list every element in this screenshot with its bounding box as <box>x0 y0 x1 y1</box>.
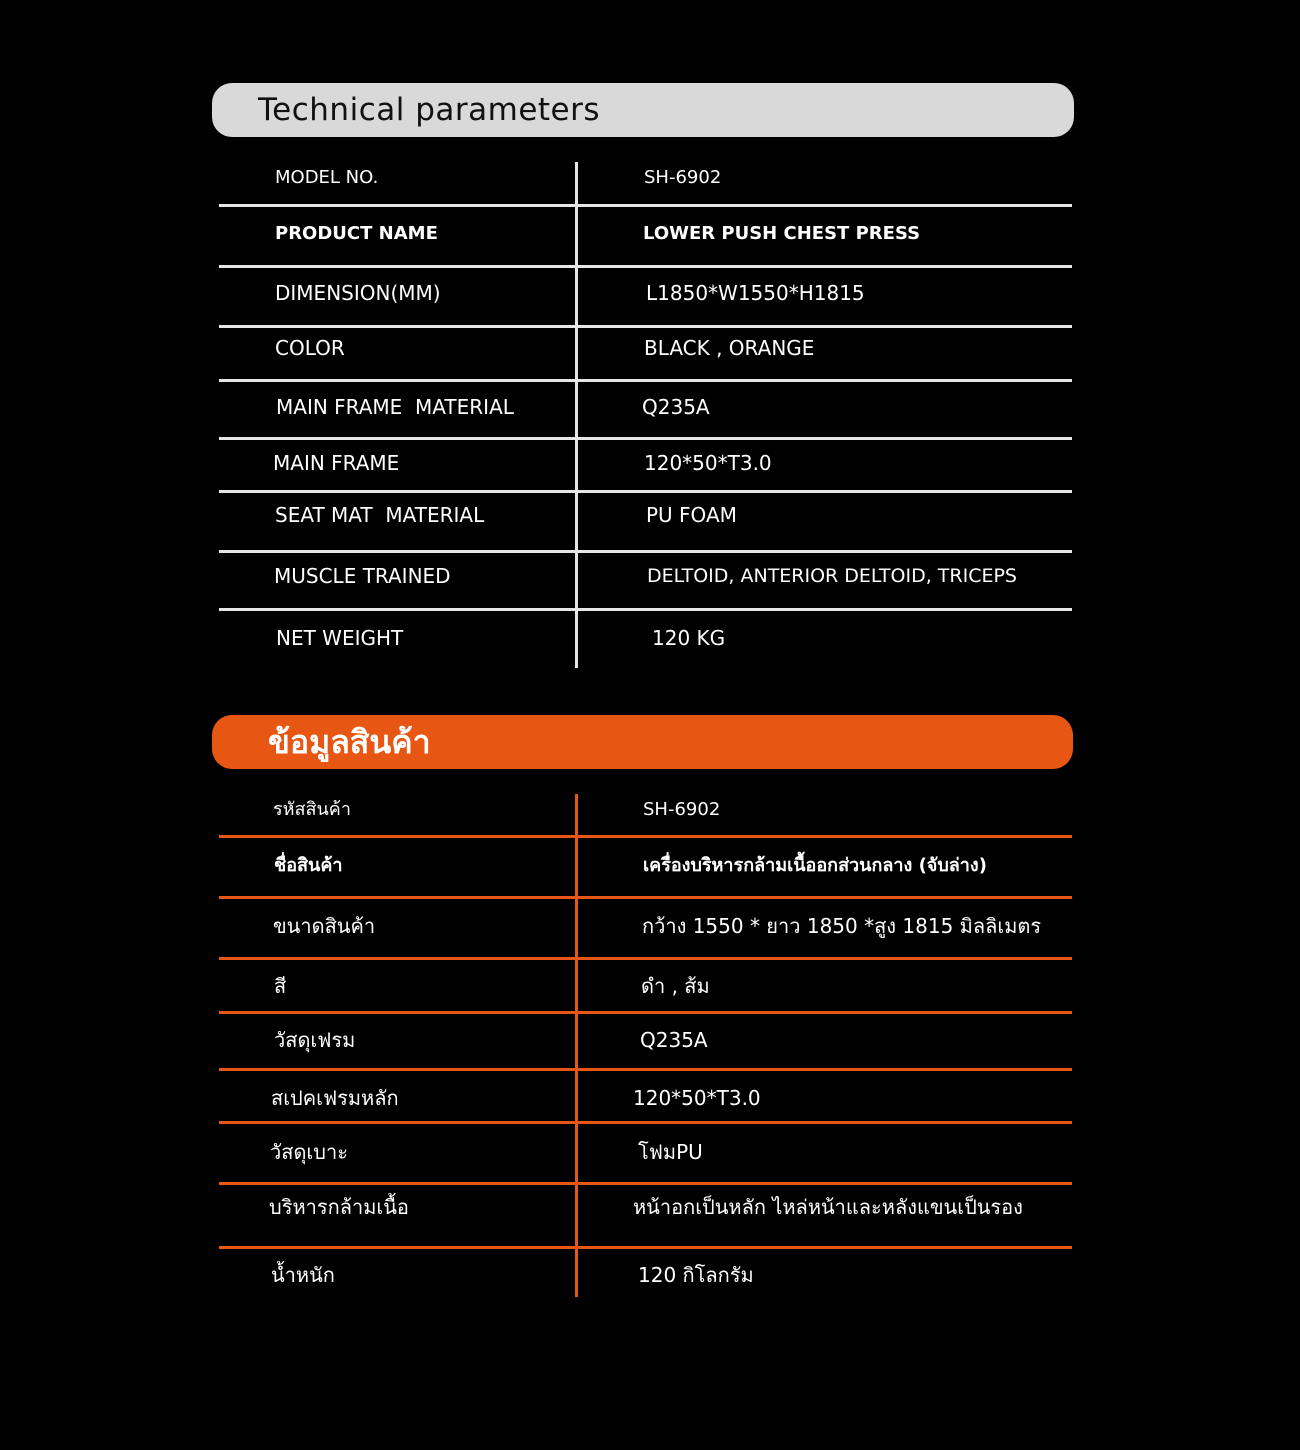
technical-parameters-title: Technical parameters <box>258 92 601 128</box>
product-info-row-label: วัสดุเฟรม <box>274 1028 356 1052</box>
technical-row-label: SEAT MAT MATERIAL <box>275 503 485 527</box>
product-info-row-label: ขนาดสินค้า <box>273 914 376 938</box>
technical-row-label: PRODUCT NAME <box>275 223 438 244</box>
product-info-row-divider <box>219 896 1072 899</box>
product-info-row-label: วัสดุเบาะ <box>270 1140 348 1164</box>
technical-table-row-divider <box>219 325 1072 328</box>
technical-table-row-divider <box>219 550 1072 553</box>
product-info-row-divider <box>219 1121 1072 1124</box>
technical-row-value: SH-6902 <box>644 167 722 188</box>
technical-table-row-divider <box>219 379 1072 382</box>
product-info-row-value: โฟมPU <box>638 1140 703 1164</box>
product-info-row-label: น้ำหนัก <box>271 1263 335 1287</box>
technical-table-row-divider <box>219 490 1072 493</box>
product-info-row-label: รหัสสินค้า <box>273 799 351 820</box>
technical-row-value: L1850*W1550*H1815 <box>646 281 865 305</box>
technical-row-label: NET WEIGHT <box>276 626 404 650</box>
technical-row-value: LOWER PUSH CHEST PRESS <box>643 223 921 244</box>
technical-row-label: MAIN FRAME MATERIAL <box>276 395 514 419</box>
product-info-column-divider <box>575 794 578 1297</box>
product-info-row-value: SH-6902 <box>643 799 721 820</box>
product-info-row-divider <box>219 1182 1072 1185</box>
technical-row-label: DIMENSION(MM) <box>275 281 441 305</box>
technical-row-value: Q235A <box>642 395 710 419</box>
product-info-row-divider <box>219 1011 1072 1014</box>
product-info-row-value: ดำ , ส้ม <box>641 974 710 998</box>
technical-table-column-divider <box>575 162 578 668</box>
product-info-row-divider <box>219 835 1072 838</box>
technical-row-value: PU FOAM <box>646 503 737 527</box>
technical-row-value: 120 KG <box>652 626 726 650</box>
technical-table-row-divider <box>219 204 1072 207</box>
technical-table-row-divider <box>219 608 1072 611</box>
product-info-row-divider <box>219 1068 1072 1071</box>
technical-row-label: COLOR <box>275 336 345 360</box>
technical-row-label: MAIN FRAME <box>273 451 400 475</box>
product-info-row-divider <box>219 1246 1072 1249</box>
product-info-row-label: ชื่อสินค้า <box>274 855 343 876</box>
product-info-row-value: Q235A <box>640 1028 708 1052</box>
product-info-row-divider <box>219 957 1072 960</box>
product-info-header <box>212 715 1073 769</box>
technical-table-row-divider <box>219 437 1072 440</box>
product-info-row-label: สเปคเฟรมหลัก <box>271 1086 399 1110</box>
product-info-row-label: สี <box>274 974 287 998</box>
product-info-row-value: หน้าอกเป็นหลัก ไหล่หน้าและหลังแขนเป็นรอง <box>633 1195 1023 1219</box>
product-info-row-label: บริหารกล้ามเนื้อ <box>269 1195 409 1219</box>
product-info-row-value: เครื่องบริหารกล้ามเนื้ออกส่วนกลาง (จับล่าง) <box>643 855 987 876</box>
technical-table-row-divider <box>219 265 1072 268</box>
technical-row-value: DELTOID, ANTERIOR DELTOID, TRICEPS <box>647 565 1017 587</box>
technical-row-label: MUSCLE TRAINED <box>274 564 451 588</box>
technical-parameters-header <box>212 83 1074 137</box>
technical-row-label: MODEL NO. <box>275 167 379 188</box>
product-info-row-value: 120*50*T3.0 <box>633 1086 761 1110</box>
product-info-row-value: 120 กิโลกรัม <box>638 1263 754 1287</box>
technical-row-value: 120*50*T3.0 <box>644 451 772 475</box>
product-info-row-value: กว้าง 1550 * ยาว 1850 *สูง 1815 มิลลิเมตร <box>642 914 1042 938</box>
product-info-title: ข้อมูลสินค้า <box>268 723 431 761</box>
technical-row-value: BLACK , ORANGE <box>644 336 815 360</box>
